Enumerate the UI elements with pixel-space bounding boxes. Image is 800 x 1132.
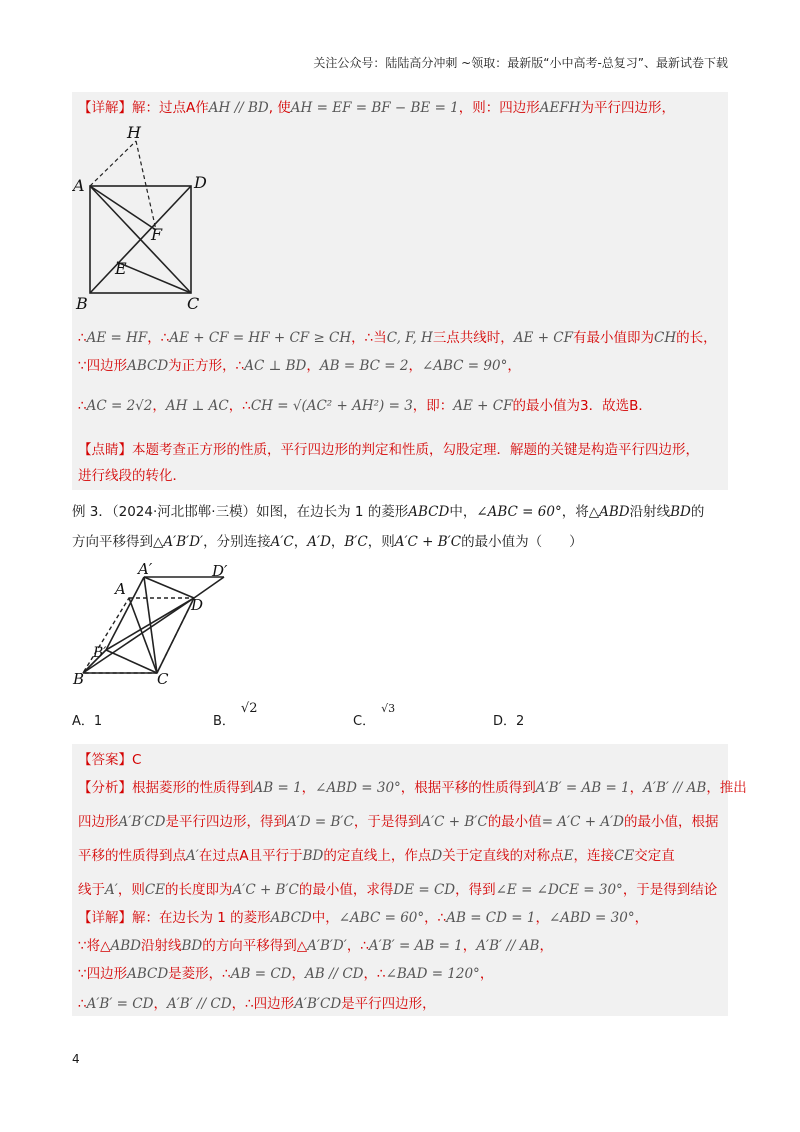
option-b-value: √2 [240,701,258,716]
label-B-prime: B′ [93,645,107,661]
dianjing-tag: 【点睛】 [78,442,132,458]
analysis-line-2: 四边形A′B′CD是平行四边形，得到A′D = B′C，于是得到A′C + B′C的最小值= A′C + A′D的最小值，根据 [78,814,719,830]
analysis-line-3: 平移的性质得到点A′在过点A且平行于BD的定直线上，作点D关于定直线的对称点E，连接CE交定直 [78,848,675,864]
label-E: E [115,259,127,278]
label-F: F [151,225,163,244]
square-figure [72,118,222,314]
label-C: C [157,670,169,688]
analysis-tag: 【分析】 [78,780,132,796]
detail2-tag: 【详解】 [78,910,132,926]
label-D: D [194,173,207,192]
detail2-line-1: 【详解】解：在边长为 1 的菱形ABCD中，∠ABC = 60°，∴AB = CD = 1，∠ABD = 30°， [78,910,649,926]
detail-line-4: ∴AC = 2√2，AH ⊥ AC，∴CH = √(AC² + AH²) = 3，即：AE + CF的最小值为3．故选B． [78,398,652,414]
dianjing-line-2: 进行线段的转化． [78,468,186,484]
option-b: B．√2 [213,701,258,729]
option-a: A．1 [72,714,103,729]
option-d: D．2 [493,714,525,729]
detail-line-2: ∴AE = HF，∴AE + CF = HF + CF ≥ CH，∴当C, F, H三点共线时，AE + CF有最小值即为CH的长， [78,330,717,346]
example-3-line-1: 例 3．（2024·河北邯郸·三模）如图，在边长为 1 的菱形ABCD中，∠ABC = 60°，将△ABD沿射线BD的 [72,504,705,520]
answer-value: C [132,752,142,768]
detail2-line-4: ∴A′B′ = CD，A′B′ // CD，∴四边形A′B′CD是平行四边形， [78,996,436,1012]
option-c-value: √3 [381,702,396,715]
label-A: A [115,580,126,598]
option-c: C．$^{√3}$ [353,702,396,729]
detail2-line-2: ∵将△ABD沿射线BD的方向平移得到△A′B′D′，∴A′B′ = AB = 1，A′B′ // AB， [78,938,553,954]
label-H: H [127,123,141,142]
label-D: D [191,596,204,614]
answer-tag: 【答案】 [78,752,132,768]
detail-line-3: ∵四边形ABCD为正方形，∴AC ⊥ BD，AB = BC = 2，∠ABC = 90°， [78,358,521,374]
label-D-prime: D′ [212,562,228,580]
page-header: 关注公众号：陆陆高分冲刺 ~领取：最新版“小中高考-总复习”、最新试卷下载 [313,56,728,70]
analysis-line-1: 【分析】根据菱形的性质得到AB = 1，∠ABD = 30°，根据平移的性质得到A′B′ = AB = 1，A′B′ // AB，推出 [78,780,747,796]
detail-line-1: 【详解】解：过点A作AH // BD, 使AH = EF = BF − BE = 1，则：四边形AEFH为平行四边形， [78,100,676,116]
analysis-line-4: 线于A′，则CE的长度即为A′C + B′C的最小值，求得DE = CD，得到∠E = ∠DCE = 30°，于是得到结论 [78,882,718,898]
dianjing-line-1: 【点睛】本题考查正方形的性质，平行四边形的判定和性质，勾股定理．解题的关键是构造平行四边形， [78,442,699,458]
detail-tag: 【详解】 [78,100,132,116]
detail2-line-3: ∵四边形ABCD是菱形，∴AB = CD，AB // CD，∴∠BAD = 120°， [78,966,494,982]
label-A: A [73,176,85,195]
answer-line [78,750,141,770]
page-number: 4 [72,1052,80,1066]
label-B: B [76,294,88,313]
rhombus-figure [70,562,240,690]
label-C: C [187,294,200,313]
label-B: B [73,670,85,688]
example-3-line-2: 方向平移得到△A′B′D′，分别连接A′C，A′D，B′C，则A′C + B′C的最小值为（ ） [72,534,583,550]
label-A-prime: A′ [138,562,153,578]
